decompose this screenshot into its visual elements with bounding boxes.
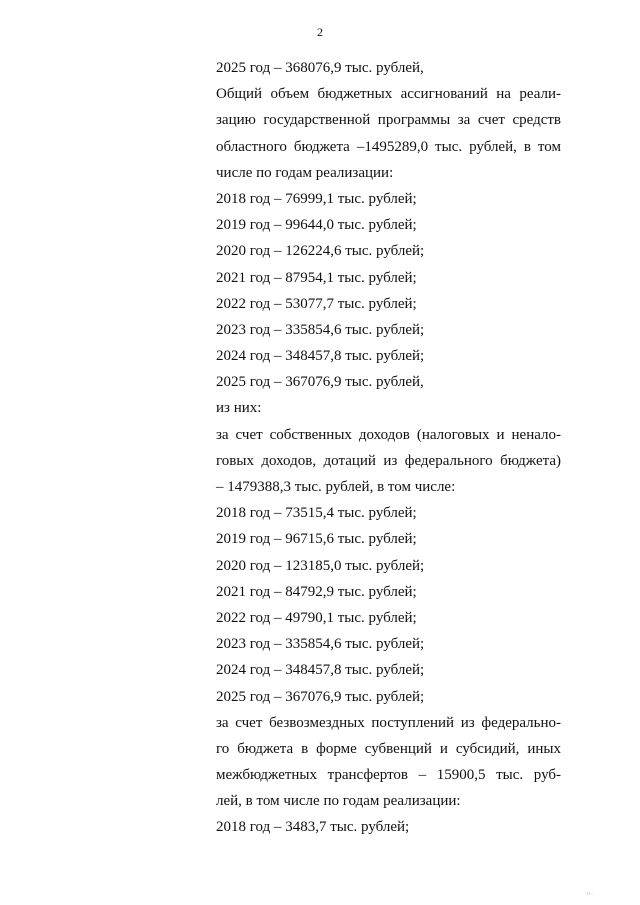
- text-line: 2018 год – 73515,4 тыс. рублей;: [216, 505, 417, 522]
- text-line: 2025 год – 367076,9 тыс. рублей,: [216, 374, 424, 391]
- text-line: говых доходов, дотаций из федерального бюджета): [216, 452, 561, 469]
- text-line: за счет собственных доходов (налоговых и ненало-: [216, 426, 561, 443]
- text-line: го бюджета в форме субвенций и субсидий, иных: [216, 740, 561, 757]
- document-body: [216, 55, 561, 841]
- text-line: 2023 год – 335854,6 тыс. рублей;: [216, 636, 425, 653]
- text-line: 2020 год – 123185,0 тыс. рублей;: [216, 557, 425, 574]
- text-line: 2025 год – 367076,9 тыс. рублей;: [216, 688, 425, 705]
- text-line: 2024 год – 348457,8 тыс. рублей;: [216, 662, 425, 679]
- text-line: межбюджетных трансфертов – 15900,5 тыс. руб-: [216, 767, 561, 784]
- text-line: лей, в том числе по годам реализации:: [216, 793, 461, 810]
- text-line: 2019 год – 96715,6 тыс. рублей;: [216, 531, 417, 548]
- text-line: Общий объем бюджетных ассигнований на реали-: [216, 86, 561, 103]
- text-line: 2022 год – 53077,7 тыс. рублей;: [216, 295, 417, 312]
- scan-corner-mark: ᶦᶦ·: [587, 892, 594, 898]
- text-line: 2021 год – 84792,9 тыс. рублей;: [216, 583, 417, 600]
- text-line: областного бюджета –1495289,0 тыс. рублей, в том: [216, 138, 561, 155]
- text-line: за счет безвозмездных поступлений из федерально-: [216, 714, 561, 731]
- text-line: 2025 год – 368076,9 тыс. рублей,: [216, 60, 424, 76]
- text-line: 2019 год – 99644,0 тыс. рублей;: [216, 217, 417, 234]
- text-line: 2022 год – 49790,1 тыс. рублей;: [216, 609, 417, 626]
- text-line: – 1479388,3 тыс. рублей, в том числе:: [216, 479, 456, 495]
- text-line: 2023 год – 335854,6 тыс. рублей;: [216, 321, 425, 338]
- text-line: зацию государственной программы за счет средств: [216, 112, 561, 129]
- page-number: 2: [317, 25, 323, 39]
- text-line: 2021 год – 87954,1 тыс. рублей;: [216, 269, 417, 286]
- text-line: 2020 год – 126224,6 тыс. рублей;: [216, 243, 425, 260]
- text-line: 2018 год – 3483,7 тыс. рублей;: [216, 819, 410, 836]
- text-line: числе по годам реализации:: [216, 164, 394, 181]
- text-line: из них:: [216, 400, 262, 417]
- text-line: 2024 год – 348457,8 тыс. рублей;: [216, 348, 425, 365]
- text-line: 2018 год – 76999,1 тыс. рублей;: [216, 190, 417, 207]
